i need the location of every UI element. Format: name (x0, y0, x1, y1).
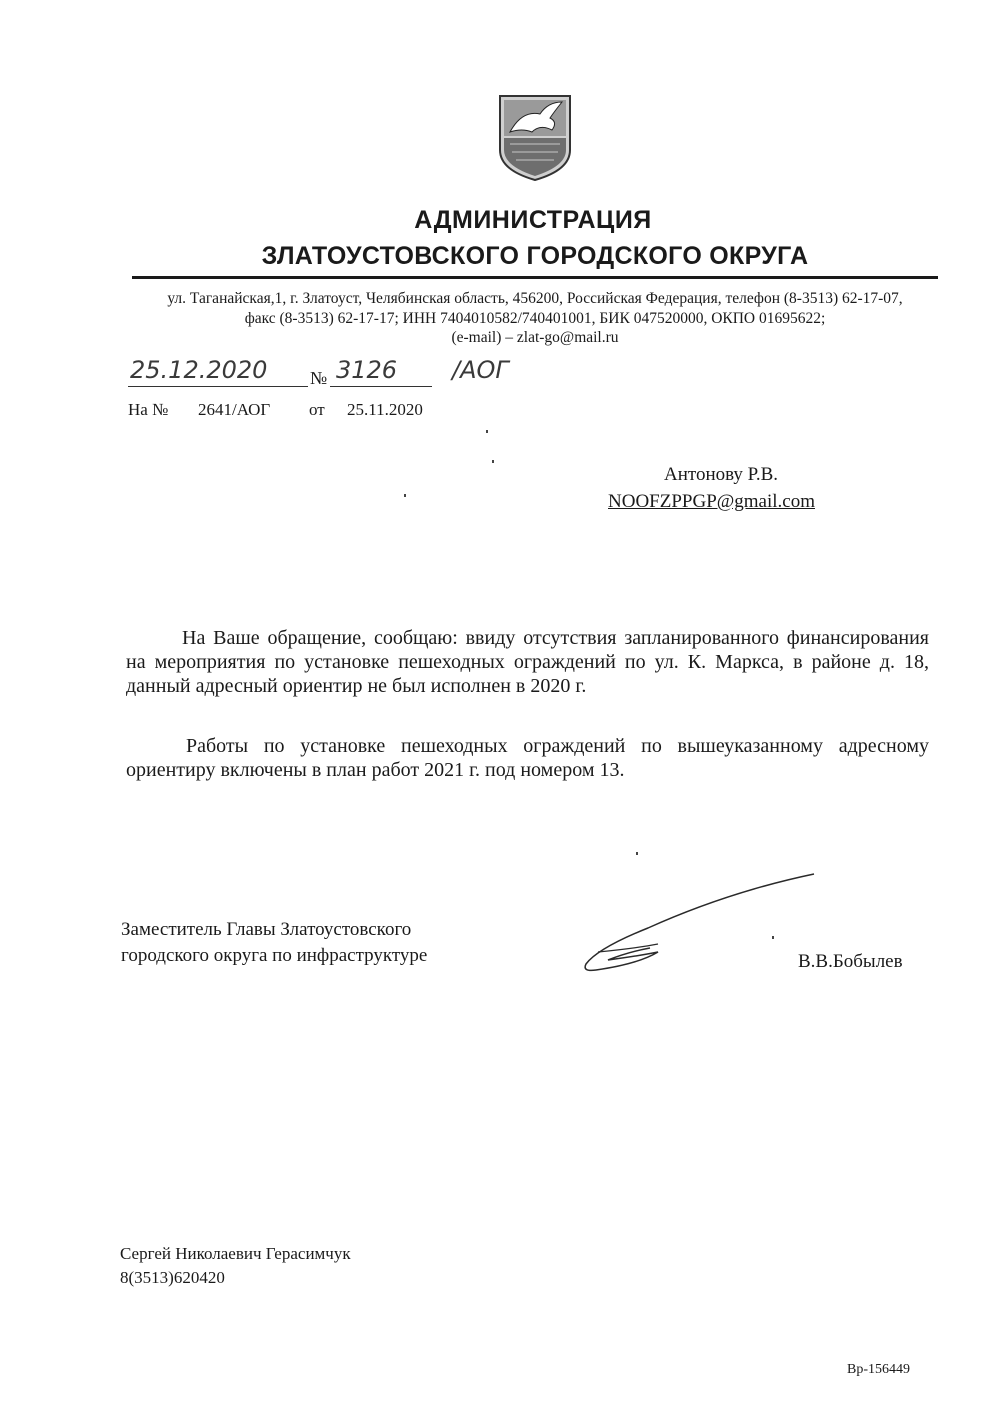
organization-subtitle: ЗЛАТОУСТОВСКОГО ГОРОДСКОГО ОКРУГА (261, 242, 809, 270)
reference-label: На № (128, 400, 169, 419)
header-rule (132, 276, 938, 279)
body-paragraph-1-text: На Ваше обращение, сообщаю: ввиду отсутствия запланированного финансирования на мероприятия по установке пешеходных ограждений по ул. К. Маркса, в районе д. 18, данный адресный ориентир не был исполнен в 2020 г. (126, 627, 929, 697)
body-paragraph-2-text: Работы по установке пешеходных ограждений по вышеуказанному адресному ориентиру включены в план работ 2021 г. под номером 13. (126, 735, 929, 781)
address-line-3: (e-mail) – zlat-go@mail.ru (451, 329, 619, 346)
organization-title: АДМИНИСТРАЦИЯ (414, 206, 652, 234)
registration-suffix: /АОГ (452, 356, 509, 384)
scan-speck (404, 494, 406, 497)
reference-from-label: от (309, 400, 325, 419)
address-line-2: факс (8-3513) 62-17-17; ИНН 7404010582/740401001, БИК 047520000, ОКПО 01695622; (244, 310, 826, 327)
body-paragraph-1 (126, 626, 929, 698)
coat-of-arms-icon (496, 92, 574, 182)
executor-phone: 8(3513)620420 (120, 1268, 225, 1287)
signer-name: В.В.Бобылев (798, 951, 903, 972)
number-underline (330, 386, 432, 387)
reference-number: 2641/АОГ (198, 400, 271, 419)
address-line-1: ул. Таганайская,1, г. Златоуст, Челябинская область, 456200, Российская Федерация, телефон (8-3513) 62-17-07, (167, 290, 903, 307)
date-underline (128, 386, 308, 387)
addressee-email[interactable]: NOOFZPPGP@gmail.com (608, 491, 815, 512)
handwritten-signature (578, 868, 818, 978)
registration-date: 25.12.2020 (130, 356, 268, 384)
scan-speck (486, 430, 488, 433)
registration-number: 3126 (336, 356, 398, 384)
signer-position-line-1: Заместитель Главы Златоустовского (121, 919, 412, 940)
scan-speck (492, 460, 494, 463)
reference-date: 25.11.2020 (347, 400, 423, 419)
executor-name: Сергей Николаевич Герасимчук (120, 1244, 351, 1263)
document-code: Вр-156449 (847, 1362, 910, 1377)
scan-speck (772, 936, 774, 939)
signer-position-line-2: городского округа по инфраструктуре (121, 945, 428, 966)
number-label: № (310, 368, 328, 388)
addressee-name: Антонову Р.В. (664, 464, 779, 485)
body-paragraph-2 (126, 734, 929, 782)
scan-speck (636, 852, 638, 855)
